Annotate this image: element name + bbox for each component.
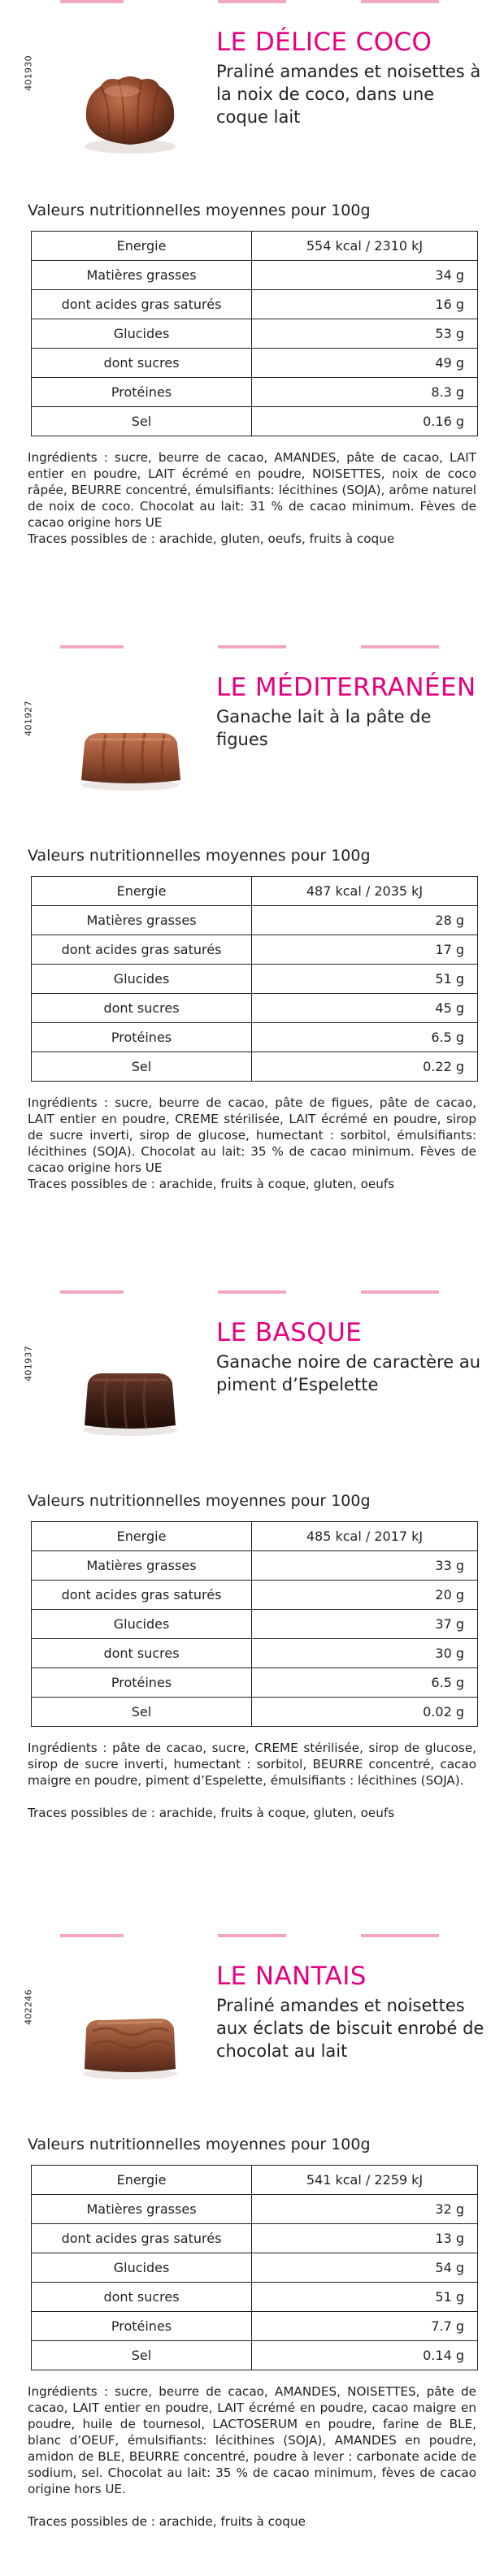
table-row [32, 1698, 478, 1727]
table-row [32, 290, 478, 319]
row-value: 487 kcal / 2035 kJ [252, 877, 478, 906]
row-label: Glucides [32, 1610, 252, 1639]
row-label: Protéines [32, 1668, 252, 1698]
decorative-rule [361, 1290, 439, 1294]
row-value: 6.5 g [252, 1023, 478, 1052]
table-row [32, 349, 478, 378]
table-row [32, 261, 478, 290]
table-row [32, 877, 478, 906]
row-label: Glucides [32, 2253, 252, 2283]
nutrition-table [31, 231, 478, 436]
row-label: Sel [32, 1052, 252, 1082]
row-label: Glucides [32, 319, 252, 349]
product-subtitle: Ganache noire de caractère au piment d’Espelette [216, 1352, 481, 1394]
row-value: 51 g [252, 965, 478, 994]
product-code: 401927 [23, 700, 34, 736]
traces-text: Traces possibles de : arachide, gluten, oeufs, fruits à coque [28, 531, 395, 546]
row-label: Energie [32, 1522, 252, 1551]
table-row [32, 2166, 478, 2195]
row-label: Protéines [32, 2312, 252, 2341]
row-value: 33 g [252, 1551, 478, 1581]
row-value: 0.02 g [252, 1698, 478, 1727]
row-label: dont acides gras saturés [32, 2224, 252, 2253]
row-label: dont sucres [32, 349, 252, 378]
row-label: dont sucres [32, 1639, 252, 1668]
product-code: 401937 [23, 1346, 34, 1381]
table-row [32, 994, 478, 1023]
row-label: Sel [32, 407, 252, 436]
nutrition-table [31, 876, 478, 1082]
decorative-rule [60, 1934, 124, 1937]
row-value: 51 g [252, 2283, 478, 2312]
product-basque [0, 1290, 504, 1932]
table-row [32, 1668, 478, 1698]
table-row [32, 2341, 478, 2370]
row-label: Sel [32, 2341, 252, 2370]
nutrition-table [31, 2165, 478, 2370]
row-label: dont sucres [32, 2283, 252, 2312]
row-value: 53 g [252, 319, 478, 349]
row-label: Matières grasses [32, 2195, 252, 2224]
row-label: Energie [32, 232, 252, 261]
decorative-rule [60, 1290, 124, 1294]
table-row [32, 2283, 478, 2312]
table-row [32, 906, 478, 935]
row-value: 8.3 g [252, 378, 478, 407]
decorative-rule [218, 645, 286, 648]
traces-text: Traces possibles de : arachide, fruits à coque [28, 2514, 306, 2529]
product-subtitle: Praliné amandes et noisettes aux éclats de biscuit enrobé de chocolat au lait [216, 1996, 484, 2061]
nutrition-heading: Valeurs nutritionnelles moyennes pour 100g [28, 202, 371, 219]
row-value: 45 g [252, 994, 478, 1023]
row-value: 554 kcal / 2310 kJ [252, 232, 478, 261]
ingredients-text: Ingrédients : sucre, beurre de cacao, pâte de figues, pâte de cacao, LAIT entier en poudre, CREME stérilisée, LAIT écrémé en poudre, sirop de sucre inverti, sirop de glucose, humectant : sorbitol, émulsifiants: lécithines (SOJA). Chocolat au lait: 35 % de cacao minimum. Fèves de cacao origine hors UE [28, 1095, 476, 1175]
row-label: Sel [32, 1698, 252, 1727]
decorative-rule [60, 0, 124, 3]
chocolate-photo [73, 715, 187, 796]
product-mediterraneen [0, 645, 504, 1287]
row-value: 485 kcal / 2017 kJ [252, 1522, 478, 1551]
chocolate-photo [73, 62, 187, 159]
decorative-rule [60, 645, 124, 648]
table-row [32, 965, 478, 994]
table-row [32, 935, 478, 965]
product-delice-coco [0, 0, 504, 642]
traces-text: Traces possibles de : arachide, fruits à coque, gluten, oeufs [28, 1177, 395, 1191]
nutrition-heading: Valeurs nutritionnelles moyennes pour 100g [28, 1492, 371, 1510]
row-value: 541 kcal / 2259 kJ [252, 2166, 478, 2195]
table-row [32, 407, 478, 436]
row-value: 13 g [252, 2224, 478, 2253]
row-label: Energie [32, 2166, 252, 2195]
table-row [32, 1581, 478, 1610]
table-row [32, 1610, 478, 1639]
product-code: 401930 [23, 55, 34, 91]
row-label: Matières grasses [32, 261, 252, 290]
chocolate-photo [73, 2002, 187, 2084]
product-title: LE MÉDITERRANÉEN [216, 673, 476, 702]
decorative-rule [361, 645, 439, 648]
row-value: 6.5 g [252, 1668, 478, 1698]
table-row [32, 2195, 478, 2224]
decorative-rule [218, 1934, 286, 1937]
row-label: Matières grasses [32, 1551, 252, 1581]
row-label: Matières grasses [32, 906, 252, 935]
row-value: 37 g [252, 1610, 478, 1639]
table-row [32, 1522, 478, 1551]
nutrition-heading: Valeurs nutritionnelles moyennes pour 100g [28, 847, 371, 865]
table-row [32, 378, 478, 407]
nutrition-heading: Valeurs nutritionnelles moyennes pour 100g [28, 2136, 371, 2153]
product-title: LE DÉLICE COCO [216, 28, 432, 57]
table-row [32, 2312, 478, 2341]
row-label: dont sucres [32, 994, 252, 1023]
row-value: 28 g [252, 906, 478, 935]
row-value: 30 g [252, 1639, 478, 1668]
decorative-rule [218, 1290, 286, 1294]
decorative-rule [361, 1934, 439, 1937]
table-row [32, 2253, 478, 2283]
product-title: LE BASQUE [216, 1318, 363, 1347]
table-row [32, 1551, 478, 1581]
row-value: 32 g [252, 2195, 478, 2224]
row-label: Energie [32, 877, 252, 906]
row-label: Glucides [32, 965, 252, 994]
row-value: 34 g [252, 261, 478, 290]
row-value: 17 g [252, 935, 478, 965]
product-nantais [0, 1934, 504, 2576]
row-label: dont acides gras saturés [32, 1581, 252, 1610]
row-value: 0.14 g [252, 2341, 478, 2370]
row-label: Protéines [32, 1023, 252, 1052]
nutrition-table [31, 1521, 478, 1727]
table-row [32, 1023, 478, 1052]
ingredients-text: Ingrédients : pâte de cacao, sucre, CREME stérilisée, sirop de glucose, sirop de sucre inverti, humectant : sorbitol, BEURRE concentré, cacao maigre en poudre, piment d’Espelette, émulsifiants : lécithines (SOJA). [28, 1741, 476, 1788]
table-row [32, 319, 478, 349]
row-value: 20 g [252, 1581, 478, 1610]
row-value: 0.16 g [252, 407, 478, 436]
row-label: dont acides gras saturés [32, 935, 252, 965]
table-row [32, 1052, 478, 1082]
product-subtitle: Ganache lait à la pâte de figues [216, 707, 432, 749]
table-row [32, 2224, 478, 2253]
row-label: dont acides gras saturés [32, 290, 252, 319]
table-row [32, 1639, 478, 1668]
row-value: 0.22 g [252, 1052, 478, 1082]
row-value: 16 g [252, 290, 478, 319]
product-code: 402246 [23, 1989, 34, 2025]
chocolate-photo [73, 1359, 187, 1440]
row-label: Protéines [32, 378, 252, 407]
decorative-rule [218, 0, 286, 3]
ingredients-text: Ingrédients : sucre, beurre de cacao, AMANDES, NOISETTES, pâte de cacao, LAIT entier en poudre, LAIT écrémé en poudre, cacao maigre en poudre, huile de tournesol, LACTOSERUM en poudre, farine de BLE, blanc d’OEUF, émulsifiants: lécithines (SOJA), AMANDES en poudre, amidon de BLE, BEURRE concentré, poudre à lever : carbonate acide de sodium, sel. Chocolat au lait: 35 % de cacao minimum, fèves de cacao origine hors UE. [28, 2384, 476, 2496]
product-subtitle: Praliné amandes et noisettes à la noix de coco, dans une coque lait [216, 62, 481, 127]
decorative-rule [361, 0, 439, 3]
table-row [32, 232, 478, 261]
row-value: 54 g [252, 2253, 478, 2283]
product-title: LE NANTAIS [216, 1962, 367, 1991]
row-value: 49 g [252, 349, 478, 378]
ingredients-text: Ingrédients : sucre, beurre de cacao, AMANDES, pâte de cacao, LAIT entier en poudre, LAIT écrémé en poudre, NOISETTES, noix de coco râpée, BEURRE concentré, émulsifiants: lécithines (SOJA), arôme naturel de noix de coco. Chocolat au lait: 31 % de cacao minimum. Fèves de cacao origine hors UE [28, 450, 476, 530]
row-value: 7.7 g [252, 2312, 478, 2341]
traces-text: Traces possibles de : arachide, fruits à coque, gluten, oeufs [28, 1806, 395, 1820]
